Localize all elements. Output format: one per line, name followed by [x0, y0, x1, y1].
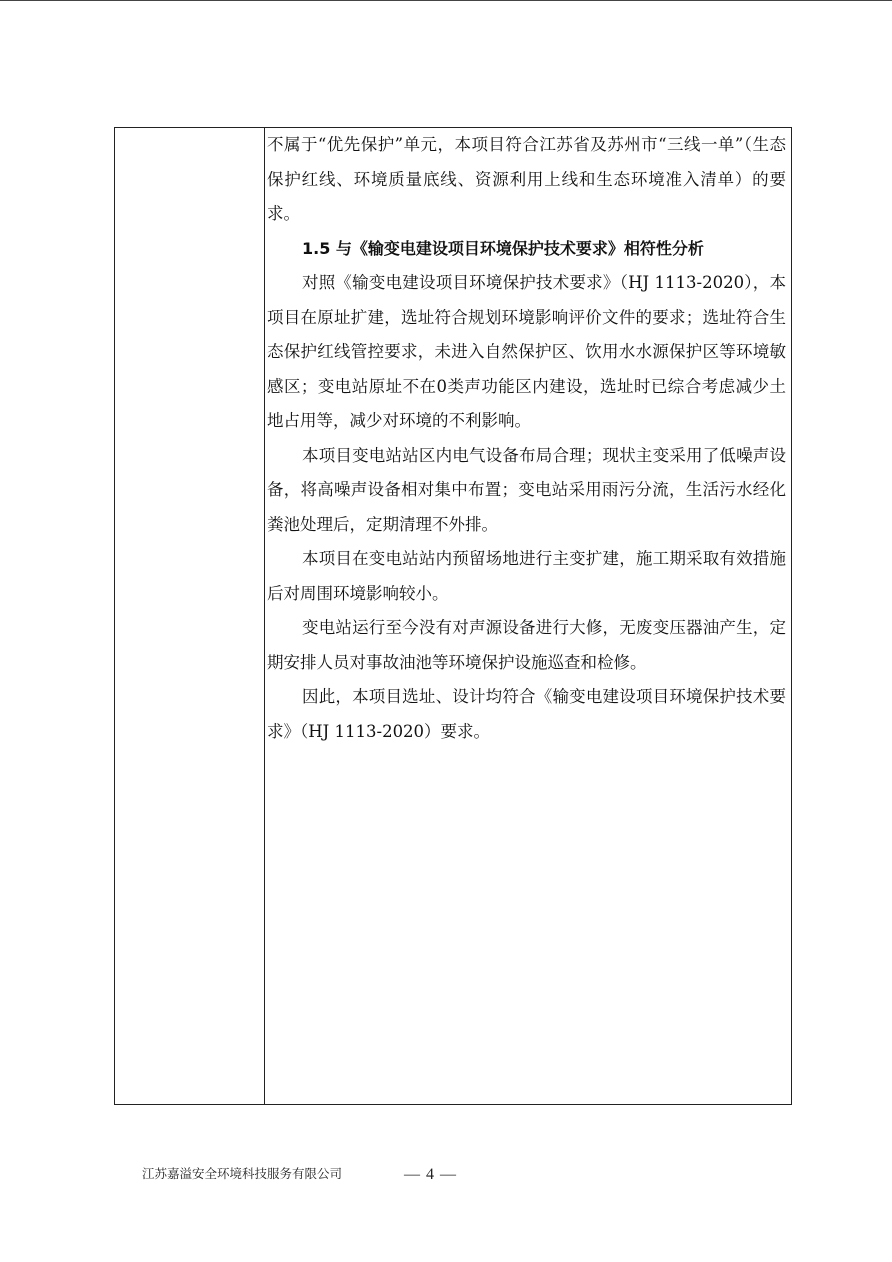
- footer-company-name: 江苏嘉溢安全环境科技服务有限公司: [142, 1166, 343, 1181]
- content-table: [114, 127, 792, 1105]
- paragraph: 对照《输变电建设项目环境保护技术要求》（HJ 1113-2020），本项目在原址扩建，选址符合规划环境影响评价文件的要求；选址符合生态保护红线管控要求，未进入自然保护区、饮用水水源保护区等环境敏感区；变电站原址不在0类声功能区内建设，选址时已综合考虑减少土地占用等，减少对环境的不利影响。: [267, 273, 786, 430]
- top-border-line: [0, 0, 892, 1]
- paragraph: 本项目在变电站站内预留场地进行主变扩建，施工期采取有效措施后对周围环境影响较小。: [267, 549, 786, 603]
- paragraph: 本项目变电站站区内电气设备布局合理；现状主变采用了低噪声设备，将高噪声设备相对集中布置；变电站采用雨污分流，生活污水经化粪池处理后，定期清理不外排。: [267, 445, 786, 534]
- section-heading: 1.5 与《输变电建设项目环境保护技术要求》相符性分析: [302, 238, 704, 258]
- table-content-cell: [265, 128, 791, 1104]
- paragraph-continued: 不属于“优先保护”单元，本项目符合江苏省及苏州市“三线一单”（生态保护红线、环境质量底线、资源利用上线和生态环境准入清单）的要求。: [267, 135, 786, 223]
- paragraph: 因此，本项目选址、设计均符合《输变电建设项目环境保护技术要求》（HJ 1113-2020）要求。: [267, 687, 786, 741]
- table-label-cell: [115, 128, 265, 1104]
- page-number: — 4 —: [404, 1166, 457, 1183]
- paragraph: 变电站运行至今没有对声源设备进行大修，无废变压器油产生，定期安排人员对事故油池等环境保护设施巡查和检修。: [267, 618, 786, 672]
